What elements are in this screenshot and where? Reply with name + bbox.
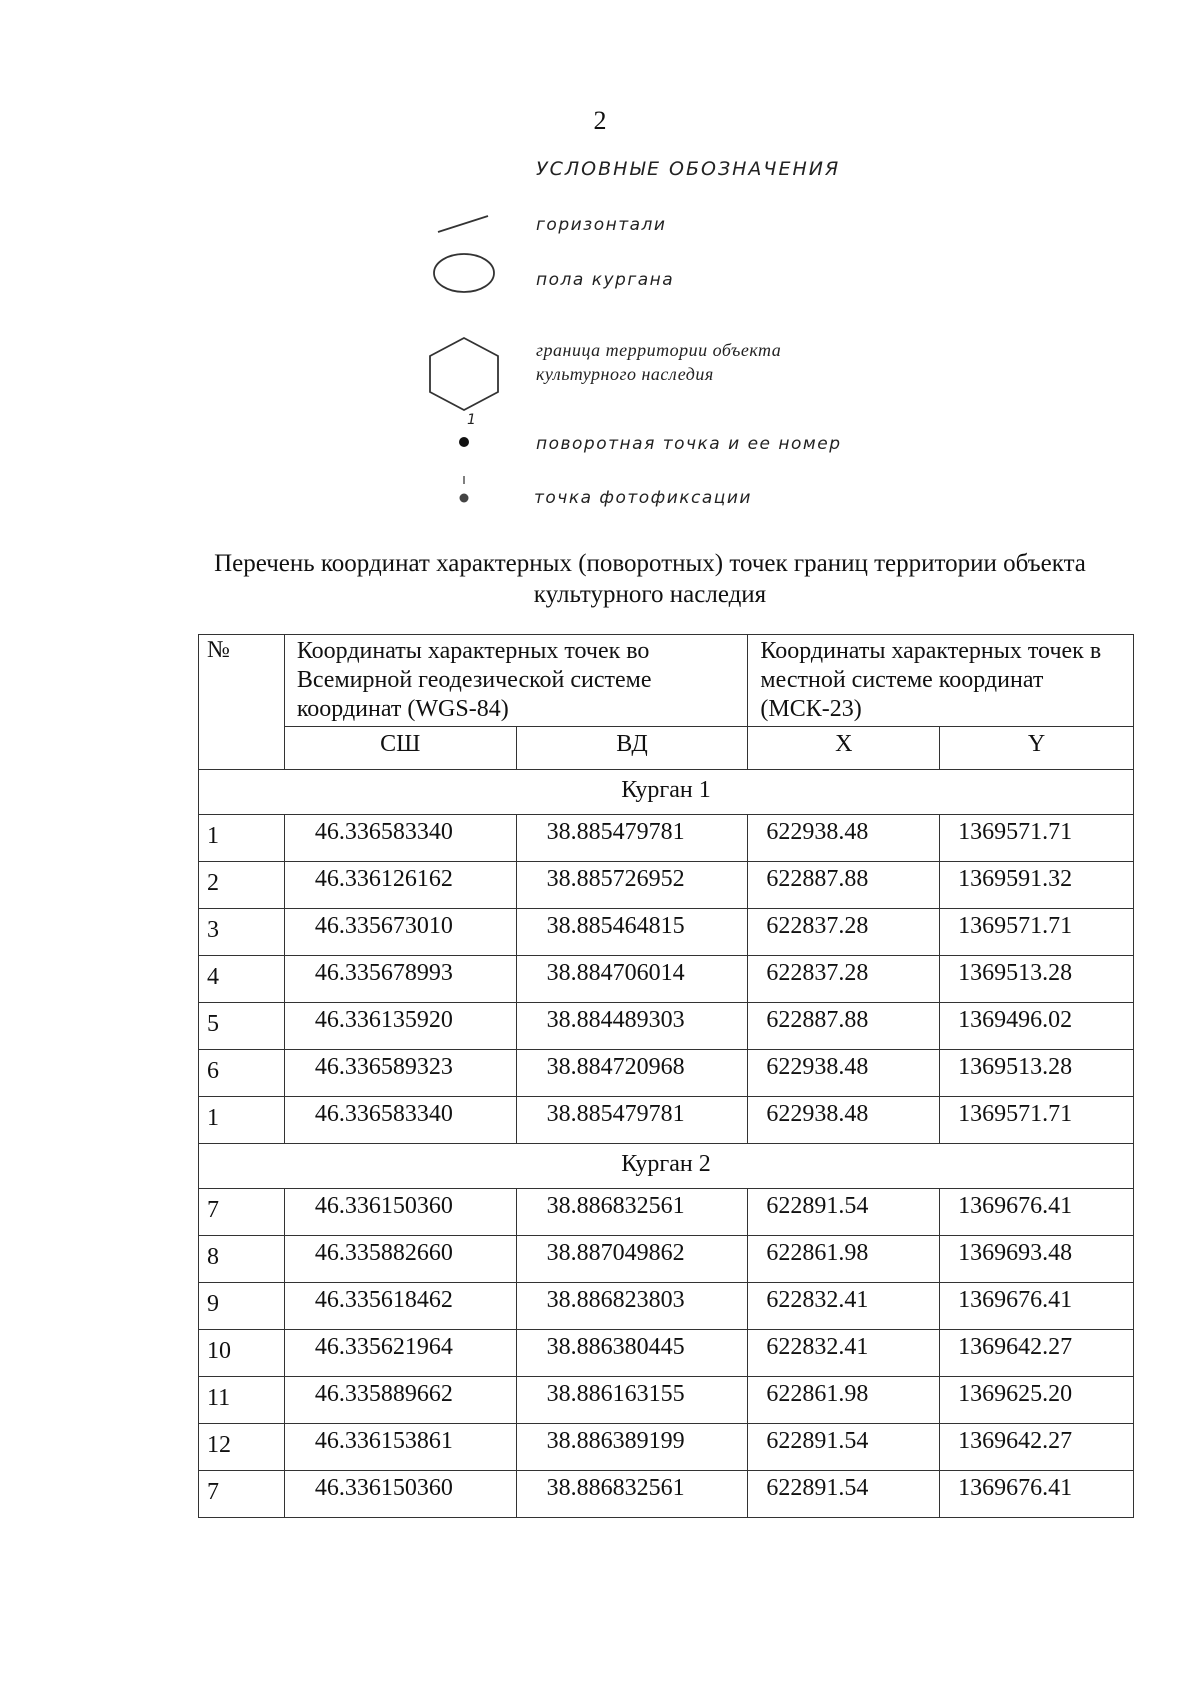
cell-lat: 46.335673010 (284, 909, 516, 956)
cell-lon: 38.885726952 (516, 862, 748, 909)
photo-point-icon (454, 474, 474, 508)
header-x: X (748, 727, 940, 770)
legend-title: УСЛОВНЫЕ ОБОЗНАЧЕНИЯ (536, 158, 841, 180)
cell-y: 1369571.71 (940, 909, 1134, 956)
legend-label-contours: горизонтали (536, 215, 667, 235)
table-row (199, 1097, 1134, 1144)
cell-number: 7 (199, 1189, 285, 1236)
cell-y: 1369642.27 (940, 1424, 1134, 1471)
table-row (199, 1236, 1134, 1283)
table-header-row (199, 635, 1134, 727)
cell-y: 1369513.28 (940, 1050, 1134, 1097)
cell-y: 1369571.71 (940, 815, 1134, 862)
cell-y: 1369496.02 (940, 1003, 1134, 1050)
cell-y: 1369693.48 (940, 1236, 1134, 1283)
header-lat: СШ (284, 727, 516, 770)
cell-number: 1 (199, 815, 285, 862)
cell-number: 9 (199, 1283, 285, 1330)
cell-lat: 46.336583340 (284, 815, 516, 862)
table-row (199, 1283, 1134, 1330)
table-row (199, 1050, 1134, 1097)
legend-label-photo-point: точка фотофиксации (534, 488, 752, 508)
cell-x: 622861.98 (748, 1377, 940, 1424)
cell-y: 1369571.71 (940, 1097, 1134, 1144)
cell-lon: 38.886163155 (516, 1377, 748, 1424)
cell-number: 11 (199, 1377, 285, 1424)
cell-number: 2 (199, 862, 285, 909)
cell-lat: 46.336150360 (284, 1471, 516, 1518)
cell-x: 622887.88 (748, 862, 940, 909)
turning-point-icon (454, 432, 474, 452)
table-row (199, 956, 1134, 1003)
cell-number: 8 (199, 1236, 285, 1283)
cell-lon: 38.884489303 (516, 1003, 748, 1050)
cell-y: 1369676.41 (940, 1283, 1134, 1330)
cell-lon: 38.886832561 (516, 1471, 748, 1518)
cell-x: 622891.54 (748, 1471, 940, 1518)
header-wgs84: Координаты характерных точек во Всемирной геодезической системе координат (WGS-84) (284, 635, 748, 727)
table-heading: Перечень координат характерных (поворотных) точек границ территории объекта культурного наследия (214, 550, 1086, 608)
cell-x: 622832.41 (748, 1283, 940, 1330)
cell-number: 12 (199, 1424, 285, 1471)
table-row (199, 815, 1134, 862)
cell-lon: 38.886380445 (516, 1330, 748, 1377)
cell-number: 10 (199, 1330, 285, 1377)
header-lon: ВД (516, 727, 748, 770)
cell-x: 622891.54 (748, 1424, 940, 1471)
cell-lat: 46.335882660 (284, 1236, 516, 1283)
cell-x: 622938.48 (748, 1097, 940, 1144)
header-number: № (199, 635, 285, 770)
table-row (199, 1424, 1134, 1471)
cell-lon: 38.886832561 (516, 1189, 748, 1236)
coordinates-table (198, 634, 1134, 1518)
cell-lon: 38.885479781 (516, 1097, 748, 1144)
cell-y: 1369676.41 (940, 1189, 1134, 1236)
cell-lat: 46.335678993 (284, 956, 516, 1003)
cell-number: 6 (199, 1050, 285, 1097)
table-row (199, 1471, 1134, 1518)
cell-x: 622887.88 (748, 1003, 940, 1050)
table-row (199, 1003, 1134, 1050)
cell-number: 4 (199, 956, 285, 1003)
ellipse-icon (430, 250, 500, 296)
hexagon-icon (424, 334, 504, 414)
cell-lat: 46.335618462 (284, 1283, 516, 1330)
cell-number: 3 (199, 909, 285, 956)
cell-lon: 38.885464815 (516, 909, 748, 956)
table-row (199, 909, 1134, 956)
legend-label-turning-point: поворотная точка и ее номер (536, 434, 842, 454)
cell-lat: 46.336126162 (284, 862, 516, 909)
cell-x: 622938.48 (748, 815, 940, 862)
contour-line-icon (436, 212, 492, 234)
cell-y: 1369591.32 (940, 862, 1134, 909)
cell-lon: 38.884720968 (516, 1050, 748, 1097)
section-title: Курган 2 (199, 1144, 1134, 1189)
cell-number: 5 (199, 1003, 285, 1050)
legend-label-mound-floor: пола кургана (536, 270, 675, 290)
turning-point-number-label: 1 (467, 412, 478, 428)
cell-y: 1369676.41 (940, 1471, 1134, 1518)
cell-lat: 46.336589323 (284, 1050, 516, 1097)
cell-x: 622938.48 (748, 1050, 940, 1097)
cell-lat: 46.335889662 (284, 1377, 516, 1424)
legend-label-boundary: граница территории объекта культурного наследия (536, 340, 782, 384)
page-number: 2 (593, 106, 607, 135)
cell-lat: 46.336583340 (284, 1097, 516, 1144)
cell-lat: 46.336150360 (284, 1189, 516, 1236)
cell-number: 1 (199, 1097, 285, 1144)
cell-lat: 46.336153861 (284, 1424, 516, 1471)
cell-y: 1369513.28 (940, 956, 1134, 1003)
section-row (199, 770, 1134, 815)
header-y: Y (940, 727, 1134, 770)
section-row (199, 1144, 1134, 1189)
table-row (199, 862, 1134, 909)
table-subheader-row (199, 727, 1134, 770)
header-msk23: Координаты характерных точек в местной системе координат (МСК-23) (748, 635, 1134, 727)
cell-y: 1369625.20 (940, 1377, 1134, 1424)
table-row (199, 1330, 1134, 1377)
cell-lat: 46.335621964 (284, 1330, 516, 1377)
cell-lat: 46.336135920 (284, 1003, 516, 1050)
cell-x: 622837.28 (748, 956, 940, 1003)
table-row (199, 1189, 1134, 1236)
cell-x: 622837.28 (748, 909, 940, 956)
cell-x: 622891.54 (748, 1189, 940, 1236)
cell-lon: 38.886389199 (516, 1424, 748, 1471)
cell-x: 622861.98 (748, 1236, 940, 1283)
cell-y: 1369642.27 (940, 1330, 1134, 1377)
cell-lon: 38.886823803 (516, 1283, 748, 1330)
cell-lon: 38.887049862 (516, 1236, 748, 1283)
cell-x: 622832.41 (748, 1330, 940, 1377)
table-row (199, 1377, 1134, 1424)
section-title: Курган 1 (199, 770, 1134, 815)
cell-lon: 38.885479781 (516, 815, 748, 862)
cell-lon: 38.884706014 (516, 956, 748, 1003)
cell-number: 7 (199, 1471, 285, 1518)
